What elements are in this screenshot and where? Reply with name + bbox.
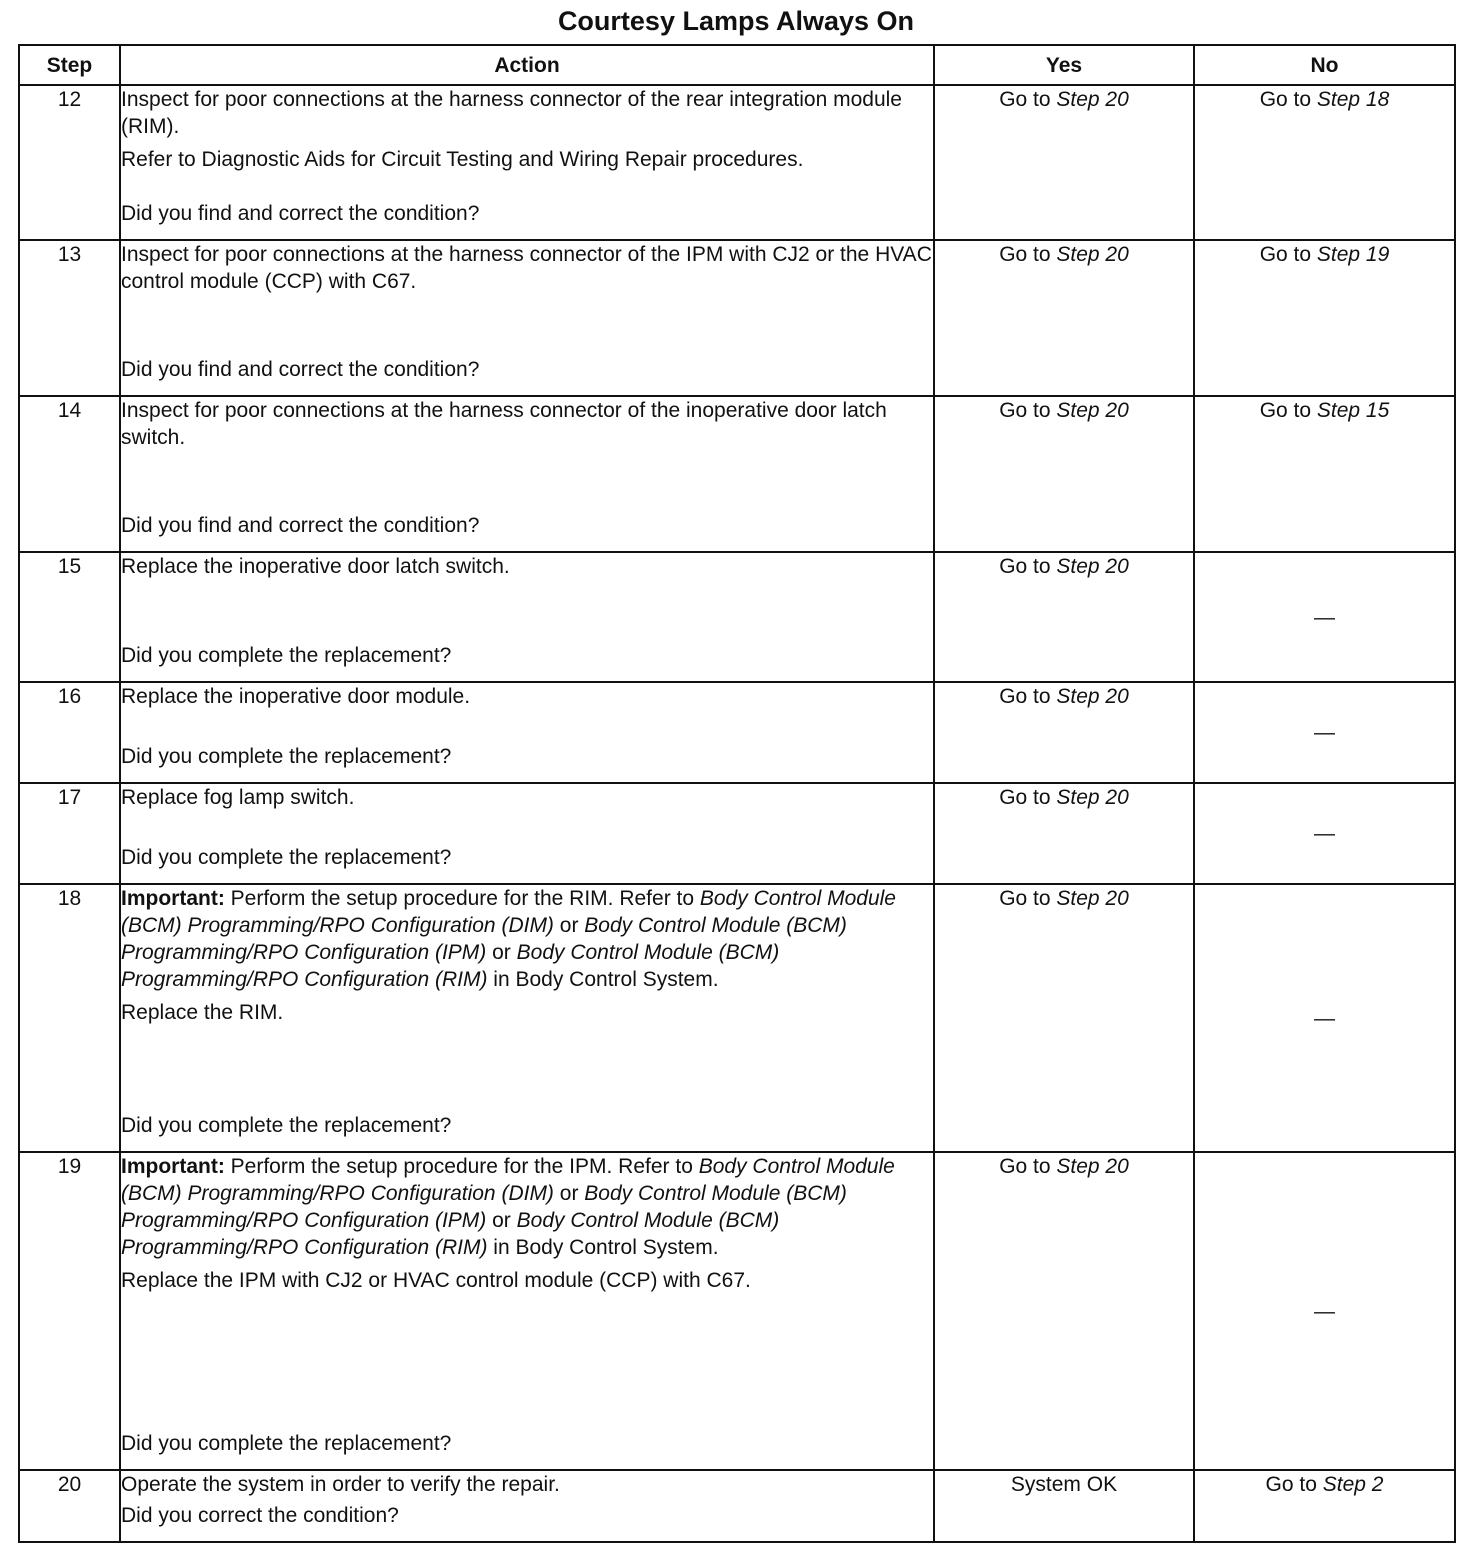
action-question: Did you complete the replacement? [121,1432,452,1455]
yes-result-prefix: Go to [999,887,1057,910]
step-number: 12 [19,85,120,240]
important-note [121,885,933,993]
action-text: Inspect for poor connections at the harness connector of the IPM with CJ2 or the HVAC control module (CCP) with C67. [121,243,932,293]
yes-result-step-link[interactable]: Step 20 [1056,1155,1129,1178]
no-result-cell [1194,783,1455,884]
action-text: Operate the system in order to verify the repair. [121,1473,560,1496]
no-result-step-link[interactable]: Step 19 [1316,243,1390,266]
action-question: Did you complete the replacement? [121,644,452,667]
no-result-text: — [1314,605,1335,629]
header-step: Step [19,45,120,85]
reference-link[interactable]: Body Control Module (BCM) Programming/RPO Configuration (RIM) [121,1209,780,1259]
no-result-prefix: Go to [1265,1473,1323,1496]
yes-result-cell [934,884,1194,1152]
reference-link[interactable]: Body Control Module (BCM) Programming/RPO Configuration (IPM) [121,1182,847,1232]
spacer [121,811,933,844]
action-cell [120,682,934,783]
header-yes: Yes [934,45,1194,85]
action-question: Did you complete the replacement? [121,745,452,768]
reference-link[interactable]: Body Control Module (BCM) Programming/RPO Configuration (RIM) [121,941,780,991]
yes-result-prefix: Go to [999,243,1057,266]
yes-result-step-link[interactable]: Step 20 [1056,555,1129,578]
yes-result-cell [934,552,1194,682]
yes-result-step-link[interactable]: Step 20 [1056,88,1129,111]
action-question: Did you find and correct the condition? [121,514,480,537]
yes-result-prefix: Go to [999,555,1057,578]
action-cell [120,396,934,552]
yes-result-prefix: Go to [999,88,1057,111]
yes-result-step-link[interactable]: Step 20 [1056,887,1129,910]
no-result-step-link[interactable]: Step 2 [1322,1473,1384,1496]
important-note [121,1153,933,1261]
diagnostic-table [18,44,1456,1543]
important-label: Important: [121,1155,225,1178]
no-result-cell [1194,552,1455,682]
no-result-cell [1194,1470,1455,1542]
table-row [19,85,1455,240]
table-row [19,783,1455,884]
action-text: Replace the inoperative door latch switch. [121,555,510,578]
table-body [19,85,1455,1542]
step-number: 13 [19,240,120,396]
action-question: Did you correct the condition? [121,1504,399,1527]
table-row [19,1470,1455,1542]
reference-link[interactable]: Body Control Module (BCM) Programming/RPO Configuration (IPM) [121,914,847,964]
yes-result-prefix: Go to [999,685,1057,708]
no-result-cell [1194,240,1455,396]
spacer [121,451,933,512]
action-question: Did you complete the replacement? [121,846,452,869]
yes-result-text: System OK [1010,1473,1118,1496]
action-cell [120,85,934,240]
yes-result-cell [934,85,1194,240]
yes-result-step-link[interactable]: Step 20 [1056,786,1129,809]
action-cell [120,884,934,1152]
note-text: in Body Control System. [487,1236,719,1259]
action-question: Did you find and correct the condition? [121,358,480,381]
action-text: Replace the RIM. [121,1001,284,1024]
action-text: Inspect for poor connections at the harness connector of the rear integration module (RIM). [121,88,902,138]
note-text: or [486,941,517,964]
no-result-cell [1194,1152,1455,1470]
no-result-text: — [1314,822,1335,845]
table-row [19,682,1455,783]
note-text: or [553,914,585,937]
spacer [121,1294,933,1430]
yes-result-cell [934,396,1194,552]
step-number: 20 [19,1470,120,1542]
table-row [19,1152,1455,1470]
yes-result-prefix: Go to [999,786,1057,809]
table-row [19,240,1455,396]
yes-result-cell [934,240,1194,396]
header-action: Action [120,45,934,85]
yes-result-cell [934,682,1194,783]
no-result-text: — [1314,1006,1335,1030]
table-row [19,884,1455,1152]
action-text: Replace fog lamp switch. [121,786,355,809]
no-result-step-link[interactable]: Step 15 [1316,399,1390,422]
no-result-cell [1194,85,1455,240]
yes-result-prefix: Go to [999,399,1057,422]
yes-result-step-link[interactable]: Step 20 [1056,685,1129,708]
action-text: Replace the inoperative door module. [121,685,471,708]
note-text: Perform the setup procedure for the RIM. Refer to [224,887,700,910]
step-number: 19 [19,1152,120,1470]
action-text: Refer to Diagnostic Aids for Circuit Testing and Wiring Repair procedures. [121,148,804,171]
no-result-cell [1194,884,1455,1152]
no-result-step-link[interactable]: Step 18 [1316,88,1390,111]
step-number: 18 [19,884,120,1152]
spacer [121,580,933,642]
step-number: 16 [19,682,120,783]
action-question: Did you find and correct the condition? [121,202,480,225]
no-result-text: — [1314,721,1335,744]
action-cell [120,240,934,396]
header-no: No [1194,45,1455,85]
reference-link[interactable]: Body Control Module (BCM) Programming/RPO Configuration (DIM) [121,887,896,937]
yes-result-step-link[interactable]: Step 20 [1056,399,1129,422]
note-text: in Body Control System. [487,968,719,991]
no-result-cell [1194,682,1455,783]
action-text: Replace the IPM with CJ2 or HVAC control module (CCP) with C67. [121,1269,751,1292]
no-result-prefix: Go to [1259,88,1317,111]
note-text: or [553,1182,585,1205]
no-result-text: — [1314,1299,1335,1323]
table-row [19,396,1455,552]
yes-result-prefix: Go to [999,1155,1057,1178]
note-text: Perform the setup procedure for the IPM. Refer to [224,1155,699,1178]
no-result-prefix: Go to [1259,399,1317,422]
action-cell [120,783,934,884]
note-text: or [486,1209,517,1232]
header-row [19,45,1455,85]
action-cell [120,1152,934,1470]
page-title: Courtesy Lamps Always On [557,6,915,36]
action-question: Did you complete the replacement? [121,1114,452,1137]
table-row [19,552,1455,682]
important-label: Important: [121,887,225,910]
no-result-cell [1194,396,1455,552]
yes-result-step-link[interactable]: Step 20 [1056,243,1129,266]
spacer [121,710,933,743]
spacer [121,1026,933,1112]
yes-result-cell [934,783,1194,884]
step-number: 17 [19,783,120,884]
spacer [121,295,933,356]
action-cell [120,1470,934,1542]
yes-result-cell [934,1470,1194,1542]
step-number: 14 [19,396,120,552]
no-result-prefix: Go to [1259,243,1317,266]
reference-link[interactable]: Body Control Module (BCM) Programming/RPO Configuration (DIM) [121,1155,895,1205]
yes-result-cell [934,1152,1194,1470]
spacer [121,173,933,200]
step-number: 15 [19,552,120,682]
action-cell [120,552,934,682]
action-text: Inspect for poor connections at the harness connector of the inoperative door latch switch. [121,399,887,449]
